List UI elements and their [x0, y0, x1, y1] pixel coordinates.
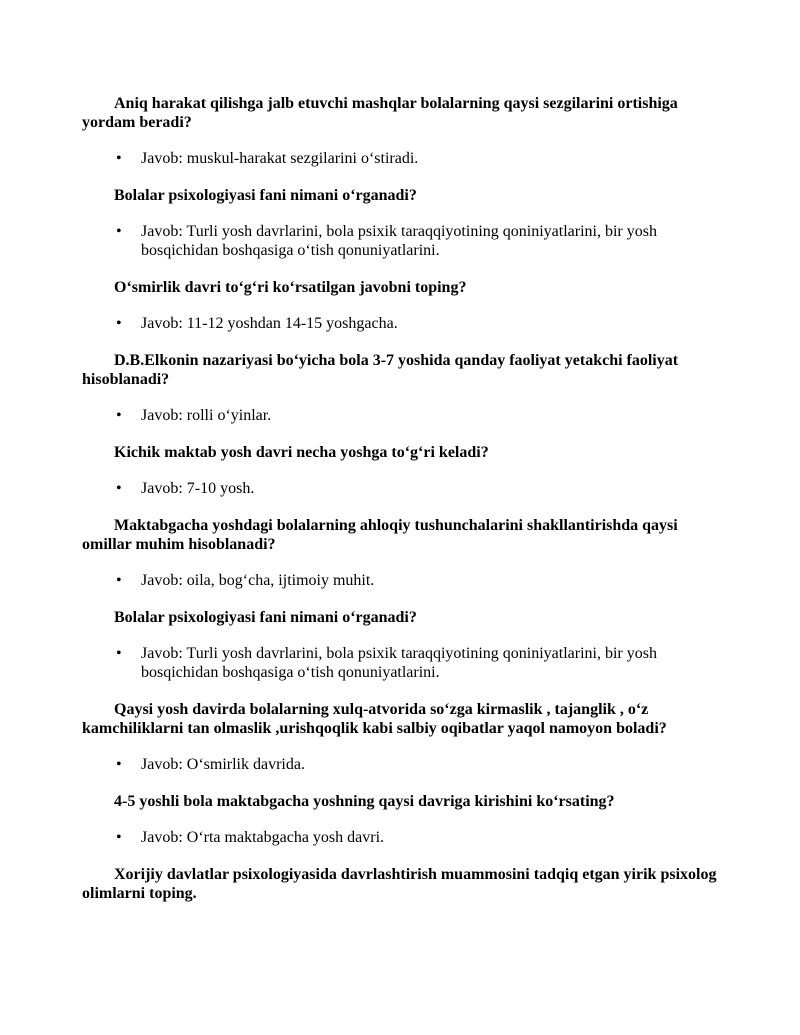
qa-item [82, 351, 722, 425]
answer-text: Javob: 11-12 yoshdan 14-15 yoshgacha. [141, 315, 398, 332]
answer-list [82, 571, 722, 590]
bullet-icon: • [116, 315, 122, 332]
answer-list [82, 406, 722, 425]
answer-list [82, 149, 722, 168]
answer-list [82, 222, 722, 260]
answer-item [82, 479, 722, 498]
answer-list [82, 644, 722, 682]
bullet-icon: • [116, 407, 122, 424]
question-text: O‘smirlik davri to‘g‘ri ko‘rsatilgan javobni toping? [114, 279, 467, 296]
qa-item [82, 443, 722, 498]
answer-item [82, 149, 722, 168]
qa-list [82, 94, 722, 921]
answer-list [82, 828, 722, 847]
bullet-icon: • [116, 645, 122, 662]
answer-item [82, 644, 722, 682]
answer-text: Javob: O‘smirlik davrida. [141, 756, 305, 773]
question-text: 4-5 yoshli bola maktabgacha yoshning qaysi davriga kirishini ko‘rsating? [114, 793, 615, 810]
qa-item [82, 516, 722, 590]
question-text: Aniq harakat qilishga jalb etuvchi mashqlar bolalarning qaysi sezgilarini ortishiga yordam beradi? [82, 95, 678, 131]
question-text: Bolalar psixologiyasi fani nimani o‘rganadi? [114, 187, 417, 204]
answer-list [82, 755, 722, 774]
question-text: Bolalar psixologiyasi fani nimani o‘rganadi? [114, 609, 417, 626]
answer-item [82, 406, 722, 425]
qa-item [82, 278, 722, 333]
qa-item [82, 94, 722, 168]
answer-text: Javob: Turli yosh davrlarini, bola psixik taraqqiyotining qoniniyatlarini, bir yosh bosqichidan boshqasiga o‘tish qonuniyatlarini. [141, 645, 657, 681]
bullet-icon: • [116, 150, 122, 167]
answer-text: Javob: Turli yosh davrlarini, bola psixik taraqqiyotining qoniniyatlarini, bir yosh bosqichidan boshqasiga o‘tish qonuniyatlarini. [141, 223, 657, 259]
bullet-icon: • [116, 223, 122, 240]
answer-list [82, 479, 722, 498]
answer-item [82, 755, 722, 774]
bullet-icon: • [116, 480, 122, 497]
qa-item [82, 700, 722, 774]
qa-item [82, 608, 722, 682]
answer-text: Javob: O‘rta maktabgacha yosh davri. [141, 829, 385, 846]
answer-text: Javob: oila, bog‘cha, ijtimoiy muhit. [141, 572, 375, 589]
qa-item [82, 186, 722, 260]
qa-item [82, 792, 722, 847]
qa-item [82, 865, 722, 903]
answer-text: Javob: rolli o‘yinlar. [141, 407, 272, 424]
answer-item [82, 222, 722, 260]
answer-item [82, 828, 722, 847]
answer-list [82, 314, 722, 333]
bullet-icon: • [116, 829, 122, 846]
question-text: Xorijiy davlatlar psixologiyasida davrlashtirish muammosini tadqiq etgan yirik psixolog olimlarni toping. [82, 866, 717, 902]
answer-text: Javob: 7-10 yosh. [141, 480, 255, 497]
question-text: Qaysi yosh davirda bolalarning xulq-atvorida so‘zga kirmaslik , tajanglik , o‘z kamchiliklarni tan olmaslik ,urishqoqlik kabi salbiy oqibatlar yaqol namoyon boladi? [82, 701, 667, 737]
answer-text: Javob: muskul-harakat sezgilarini o‘stiradi. [141, 150, 419, 167]
question-text: D.B.Elkonin nazariyasi bo‘yicha bola 3-7 yoshida qanday faoliyat yetakchi faoliyat hisoblanadi? [82, 352, 679, 388]
bullet-icon: • [116, 756, 122, 773]
answer-item [82, 571, 722, 590]
question-text: Maktabgacha yoshdagi bolalarning ahloqiy tushunchalarini shakllantirishda qaysi omillar muhim hisoblanadi? [82, 517, 678, 553]
bullet-icon: • [116, 572, 122, 589]
question-text: Kichik maktab yosh davri necha yoshga to‘g‘ri keladi? [114, 444, 489, 461]
answer-item [82, 314, 722, 333]
